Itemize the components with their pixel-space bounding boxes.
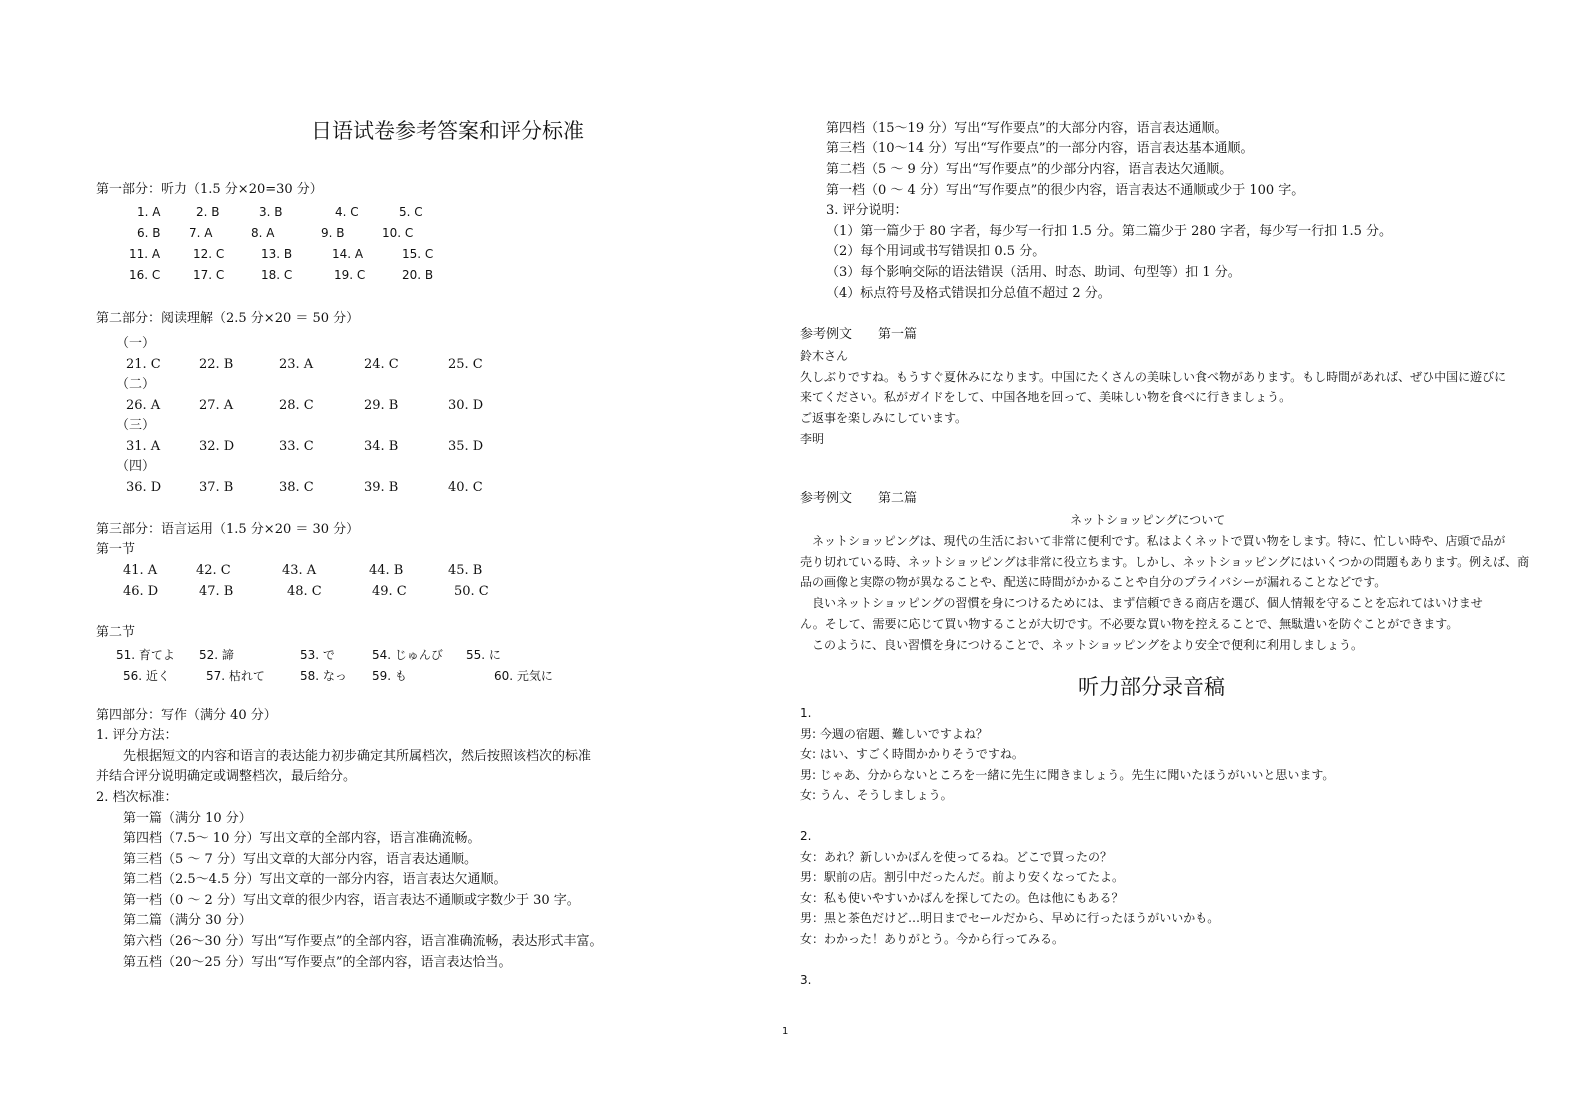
transcript-line: 女：私も使いやすいかばんを探してたの。色は他にもある？ — [800, 890, 1124, 905]
answer-item: 14. A — [332, 247, 364, 261]
answer-item: 45. B — [448, 563, 483, 578]
part2-heading: 第二部分：阅读理解（2.5 分×20 ＝ 50 分） — [96, 311, 360, 326]
answer-row — [96, 397, 696, 415]
answer-item: 10. C — [382, 226, 414, 240]
answer-item: 53. で — [300, 648, 335, 662]
transcript-title: 听力部分录音稿 — [1078, 675, 1225, 699]
answer-item: 25. C — [448, 357, 483, 372]
sample2-line: 品の画像と実際の物が異なることや、配送に時間がかかることや自分のプライバシーが漏れることなどです。 — [800, 575, 1387, 590]
essay2-level: 第五档（20～25 分）写出“写作要点”的全部内容，语言表达恰当。 — [123, 955, 512, 970]
sample2-line: このように、良い習慣を身につけることで、ネットショッピングをより安全で便利に利用しましょう。 — [800, 637, 1364, 652]
answer-item: 6. B — [137, 226, 161, 240]
notes-label: 3. 评分说明： — [826, 203, 908, 218]
answer-item: 23. A — [279, 357, 314, 372]
answer-item: 5. C — [399, 205, 423, 219]
sample2-heading: 参考例文 第二篇 — [800, 491, 918, 506]
answer-item: 24. C — [364, 357, 399, 372]
sample2-line: ん。そして、需要に応じて買い物することが大切です。不必要な買い物を控えることで、無駄遣いを防ぐことができます。 — [800, 616, 1459, 631]
group-label: （二） — [116, 377, 156, 392]
answer-item: 29. B — [364, 398, 399, 413]
answer-item: 49. C — [372, 584, 407, 599]
answer-item: 47. B — [199, 584, 234, 599]
answer-item: 48. C — [287, 584, 322, 599]
answer-item: 40. C — [448, 480, 483, 495]
answer-item: 32. D — [199, 439, 235, 454]
group-label: （四） — [116, 459, 156, 474]
answer-row — [96, 224, 696, 242]
answer-item: 31. A — [126, 439, 161, 454]
answer-item: 20. B — [402, 268, 434, 282]
answer-item: 50. C — [454, 584, 489, 599]
sample1-heading: 参考例文 第一篇 — [800, 327, 918, 342]
note-item: （4）标点符号及格式错误扣分总值不超过 2 分。 — [826, 286, 1111, 301]
method-line2: 并结合评分说明确定或调整档次，最后给分。 — [96, 769, 357, 784]
transcript-line: 2. — [800, 829, 812, 843]
answer-row — [96, 266, 696, 284]
transcript-line: 男: 今週の宿題、難しいですよね？ — [800, 726, 988, 741]
answer-row — [96, 438, 696, 456]
transcript-line: 女：わかった！ありがとう。今から行ってみる。 — [800, 931, 1065, 946]
answer-item: 38. C — [279, 480, 314, 495]
answer-row — [96, 245, 696, 263]
answer-item: 59. も — [372, 669, 407, 683]
transcript-line: 女: はい、すごく時間かかりそうですね。 — [800, 747, 1024, 761]
answer-item: 37. B — [199, 480, 234, 495]
sample2-line: ネットショッピングは、現代の生活において非常に便利です。私はよくネットで買い物をします。特に、忙しい時や、店頭で品が — [800, 534, 1506, 548]
essay2-level: 第六档（26～30 分）写出“写作要点”的全部内容，语言准确流畅，表达形式丰富。 — [123, 934, 603, 949]
answer-item: 51. 育てよ — [116, 648, 175, 662]
essay1-level: 第四档（7.5～ 10 分）写出文章的全部内容，语言准确流畅。 — [123, 831, 481, 846]
answer-item: 17. C — [193, 268, 225, 282]
essay1-level: 第一档（0 ～ 2 分）写出文章的很少内容，语言表达不通顺或字数少于 30 字。 — [123, 893, 580, 908]
answer-row — [96, 583, 696, 601]
transcript-line: 3. — [800, 972, 812, 987]
sample1-line: ご返事を楽しみにしています。 — [800, 411, 968, 425]
part1-heading: 第一部分：听力（1.5 分×20=30 分） — [96, 182, 323, 197]
answer-item: 55. に — [466, 648, 501, 662]
answer-item: 13. B — [261, 247, 293, 261]
answer-item: 1. A — [137, 205, 161, 219]
answer-item: 18. C — [261, 268, 293, 282]
essay1-level: 第二档（2.5～4.5 分）写出文章的一部分内容，语言表达欠通顺。 — [123, 872, 507, 887]
answer-item: 34. B — [364, 439, 399, 454]
note-item: （1）第一篇少于 80 字者，每少写一行扣 1.5 分。第二篇少于 280 字者，每少写一行扣 1.5 分。 — [826, 224, 1393, 239]
answer-row — [96, 203, 696, 221]
page-number: 1 — [782, 1026, 789, 1037]
answer-item: 4. C — [335, 205, 359, 219]
note-item: （2）每个用词或书写错误扣 0.5 分。 — [826, 244, 1046, 259]
answer-item: 7. A — [189, 226, 213, 240]
essay2-level: 第一档（0 ～ 4 分）写出“写作要点”的很少内容，语言表达不通顺或少于 100 字。 — [826, 183, 1305, 198]
answer-item: 58. なっ — [300, 669, 347, 683]
answer-item: 52. 諦 — [199, 648, 234, 662]
answer-item: 15. C — [402, 247, 434, 261]
sample2-line: 売り切れている時、ネットショッピングは非常に役立ちます。しかし、ネットショッピングにはいくつかの問題もあります。例えば、商 — [800, 554, 1530, 569]
method-line1: 先根据短文的内容和语言的表达能力初步确定其所属档次，然后按照该档次的标准 — [123, 749, 592, 764]
answer-row — [96, 479, 696, 497]
sample1-line: 来てください。私がガイドをして、中国各地を回って、美味しい物を食べに行きましょう。 — [800, 390, 1292, 404]
answer-item: 44. B — [369, 563, 404, 578]
answer-row — [96, 562, 696, 580]
answer-item: 19. C — [334, 268, 366, 282]
transcript-line: 女：あれ？新しいかばんを使ってるね。どこで買ったの？ — [800, 849, 1113, 864]
answer-item: 30. D — [448, 398, 484, 413]
transcript-line: 1. — [800, 706, 812, 720]
part3-section2-label: 第二节 — [96, 625, 136, 640]
answer-item: 26. A — [126, 398, 161, 413]
transcript-line: 女: うん、そうしましょう。 — [800, 788, 953, 802]
part3-heading: 第三部分：语言运用（1.5 分×20 ＝ 30 分） — [96, 522, 360, 537]
part3-section1-label: 第一节 — [96, 542, 136, 557]
answer-item: 41. A — [123, 563, 158, 578]
answer-item: 46. D — [123, 584, 159, 599]
sample2-line: 良いネットショッピングの習慣を身につけるためには、まず信頼できる商店を選び、個人情報を守ることを忘れてはいけませ — [800, 596, 1483, 611]
answer-item: 16. C — [129, 268, 161, 282]
answer-item: 21. C — [126, 357, 161, 372]
answer-item: 42. C — [196, 563, 231, 578]
sample1-line: 李明 — [800, 432, 825, 446]
answer-item: 35. D — [448, 439, 484, 454]
sample1-line: 鈴木さん — [800, 349, 849, 363]
essay2-label: 第二篇（满分 30 分） — [123, 913, 252, 928]
answer-item: 12. C — [193, 247, 225, 261]
page-title: 日语试卷参考答案和评分标准 — [311, 119, 584, 143]
answer-item: 54. じゅんび — [372, 648, 443, 662]
sample1-line: 久しぶりですね。もうすぐ夏休みになります。中国にたくさんの美味しい食べ物があります。もし時間があれば、ぜひ中国に遊びに — [800, 370, 1507, 384]
answer-item: 8. A — [251, 226, 275, 240]
essay2-level: 第四档（15～19 分）写出“写作要点”的大部分内容，语言表达通顺。 — [826, 121, 1228, 136]
group-label: （一） — [116, 336, 156, 351]
answer-item: 57. 枯れて — [206, 669, 265, 683]
essay1-level: 第三档（5 ～ 7 分）写出文章的大部分内容，语言表达通顺。 — [123, 852, 477, 867]
essay1-label: 第一篇（满分 10 分） — [123, 811, 252, 826]
answer-row — [96, 667, 696, 685]
answer-item: 56. 近く — [123, 669, 170, 683]
sample2-essay-title: ネットショッピングについて — [1070, 513, 1226, 527]
answer-item: 39. B — [364, 480, 399, 495]
transcript-line: 男: じゃあ、分からないところを一緒に先生に聞きましょう。先生に聞いたほうがいいと思います。 — [800, 767, 1335, 782]
answer-row — [96, 646, 696, 664]
method-label: 1. 评分方法： — [96, 728, 178, 743]
answer-item: 2. B — [196, 205, 220, 219]
answer-row — [96, 356, 696, 374]
answer-item: 60. 元気に — [494, 669, 553, 683]
part4-heading: 第四部分：写作（满分 40 分） — [96, 708, 277, 723]
essay2-level: 第二档（5 ～ 9 分）写出“写作要点”的少部分内容，语言表达欠通顺。 — [826, 162, 1233, 177]
answer-item: 11. A — [129, 247, 161, 261]
answer-item: 43. A — [282, 563, 317, 578]
answer-item: 27. A — [199, 398, 234, 413]
essay2-level: 第三档（10～14 分）写出“写作要点”的一部分内容，语言表达基本通顺。 — [826, 141, 1254, 156]
answer-item: 36. D — [126, 480, 162, 495]
group-label: （三） — [116, 418, 156, 433]
answer-item: 33. C — [279, 439, 314, 454]
answer-item: 9. B — [321, 226, 345, 240]
answer-item: 28. C — [279, 398, 314, 413]
note-item: （3）每个影响交际的语法错误（活用、时态、助词、句型等）扣 1 分。 — [826, 265, 1241, 280]
answer-item: 3. B — [259, 205, 283, 219]
levels-label: 2. 档次标准： — [96, 790, 178, 805]
answer-item: 22. B — [199, 357, 234, 372]
transcript-line: 男：駅前の店。割引中だったんだ。前より安くなってたよ。 — [800, 870, 1125, 884]
transcript-line: 男：黒と茶色だけど…明日までセールだから、早めに行ったほうがいいかも。 — [800, 911, 1220, 925]
